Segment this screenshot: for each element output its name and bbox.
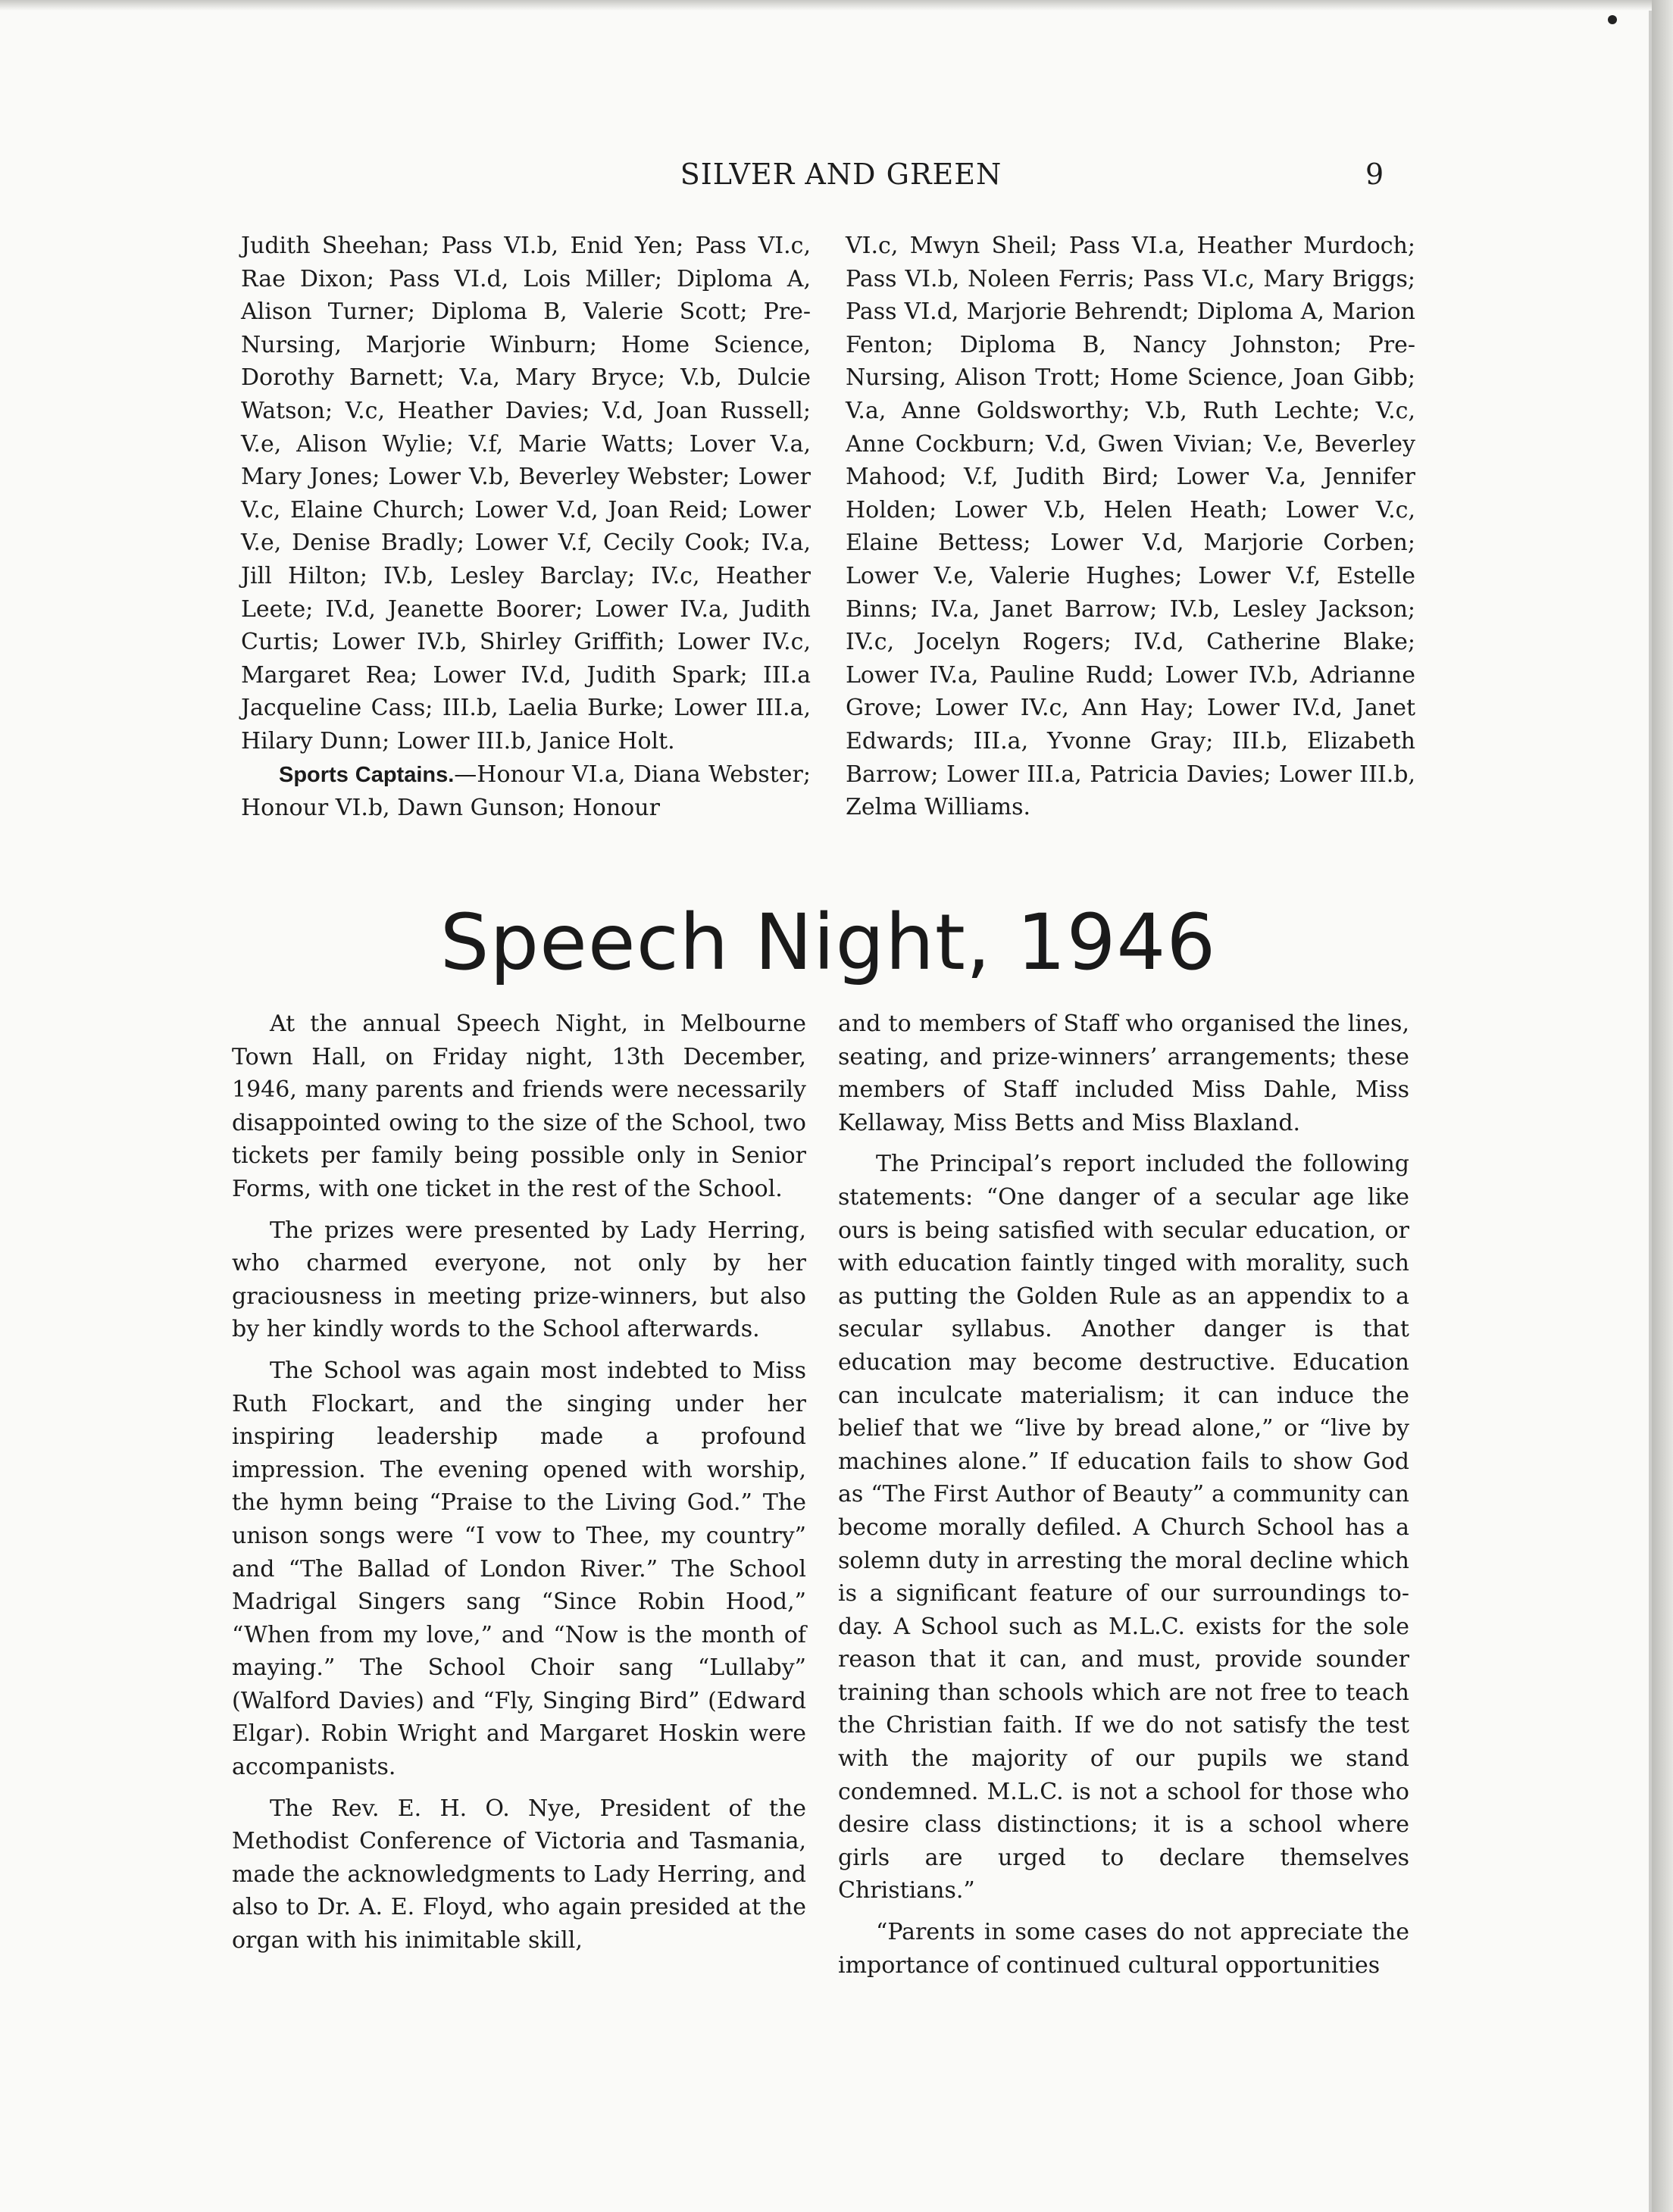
article-paragraph: The Principal’s report included the following statements: “One danger of a secular age like ours is being satisfied with secular education, or with education faintly tinged with morality, such as putting the Golden Rule as an appendix to a secular syllabus. Another danger is that education may become destructive. Education can inculcate materialism; it can induce the belief that we “live by bread alone,” or “live by machines alone.” If education fails to show God as “The First Author of Beauty” a community can become morally defiled. A Church School has a solemn duty in arresting the moral decline which is a significant feature of our surroundings to-day. A School such as M.L.C. exists for the sole reason that it can, and must, provide sounder training than schools which are not free to teach the Christian faith. If we do not satisfy the test with the majority of our pupils we stand condemned. M.L.C. is not a school for those who desire class distinctions; it is a school where girls are urged to declare themselves Christians.” bbox=[838, 1151, 1409, 1904]
article-right-column bbox=[838, 1008, 1409, 1990]
article-paragraph: and to members of Staff who organised the lines, seating, and prize-winners’ arrangements; these members of Staff included Miss Dahle, Miss Kellaway, Miss Betts and Miss Blaxland. bbox=[838, 1011, 1409, 1136]
honours-list-left-text: Judith Sheehan; Pass VI.b, Enid Yen; Pass VI.c, Rae Dixon; Pass VI.d, Lois Miller; Diploma A, Alison Turner; Diploma B, Valerie Scott; Pre-Nursing, Marjorie Winburn; Home Science, Dorothy Barnett; V.a, Mary Bryce; V.b, Dulcie Watson; V.c, Heather Davies; V.d, Joan Russell; V.e, Alison Wylie; V.f, Marie Watts; Lover V.a, Mary Jones; Lower V.b, Beverley Webster; Lower V.c, Elaine Church; Lower V.d, Joan Reid; Lower V.e, Denise Bradly; Lower V.f, Cecily Cook; IV.a, Jill Hilton; IV.b, Lesley Barclay; IV.c, Heather Leete; IV.d, Jeanette Boorer; Lower IV.a, Judith Curtis; Lower IV.b, Shirley Griffith; Lower IV.c, Margaret Rea; Lower IV.d, Judith Spark; III.a Jacqueline Cass; III.b, Laelia Burke; Lower III.a, Hilary Dunn; Lower III.b, Janice Holt. bbox=[241, 233, 811, 755]
honours-list-right-column bbox=[846, 230, 1415, 824]
article-paragraph: “Parents in some cases do not appreciate the importance of continued cultural opportunities bbox=[838, 1919, 1409, 1979]
sports-captains-text: —Honour VI.a, Diana Webster; Honour VI.b, Dawn Gunson; Honour bbox=[241, 761, 811, 822]
running-title: SILVER AND GREEN bbox=[680, 158, 1002, 191]
article-headline: Speech Night, 1946 bbox=[439, 898, 1217, 988]
page-right-edge bbox=[1652, 0, 1673, 2212]
scan-mark bbox=[1608, 15, 1617, 24]
article-paragraph: The School was again most indebted to Miss Ruth Flockart, and the singing under her inspiring leadership made a profound impression. The evening opened with worship, the hymn being “Praise to the Living God.” The unison songs were “I vow to Thee, my country” and “The Ballad of London River.” The School Madrigal Singers sang “Since Robin Hood,” “When from my love,” and “Now is the month of maying.” The School Choir sang “Lullaby” (Walford Davies) and “Fly, Singing Bird” (Edward Elgar). Robin Wright and Margaret Hoskin were accompanists. bbox=[232, 1357, 806, 1781]
page-top-edge bbox=[0, 0, 1652, 11]
page-number: 9 bbox=[1365, 158, 1384, 191]
article-paragraph: The Rev. E. H. O. Nye, President of the Methodist Conference of Victoria and Tasmania, made the acknowledgments to Lady Herring, and also to Dr. A. E. Floyd, who again presided at the organ with his inimitable skill, bbox=[232, 1795, 806, 1954]
article-left-column bbox=[232, 1008, 806, 1966]
article-paragraph: The prizes were presented by Lady Herring, who charmed everyone, not only by her graciousness in meeting prize-winners, but also by her kindly words to the School afterwards. bbox=[232, 1217, 806, 1343]
honours-list-left-column bbox=[241, 230, 811, 825]
sports-captains-paragraph bbox=[241, 758, 811, 825]
honours-list-right-text: VI.c, Mwyn Sheil; Pass VI.a, Heather Murdoch; Pass VI.b, Noleen Ferris; Pass VI.c, Mary Briggs; Pass VI.d, Marjorie Behrendt; Diploma A, Marion Fenton; Diploma B, Nancy Johnston; Pre-Nursing, Alison Trott; Home Science, Joan Gibb; V.a, Anne Goldsworthy; V.b, Ruth Lechte; V.c, Anne Cockburn; V.d, Gwen Vivian; V.e, Beverley Mahood; V.f, Judith Bird; Lower V.a, Jennifer Holden; Lower V.b, Helen Heath; Lower V.c, Elaine Bettess; Lower V.d, Marjorie Corben; Lower V.e, Valerie Hughes; Lower V.f, Estelle Binns; IV.a, Janet Barrow; IV.b, Lesley Jackson; IV.c, Jocelyn Rogers; IV.d, Catherine Blake; Lower IV.a, Pauline Rudd; Lower IV.b, Adrianne Grove; Lower IV.c, Ann Hay; Lower IV.d, Janet Edwards; III.a, Yvonne Gray; III.b, Elizabeth Barrow; Lower III.a, Patricia Davies; Lower III.b, Zelma Williams. bbox=[846, 233, 1415, 821]
article-paragraph: At the annual Speech Night, in Melbourne Town Hall, on Friday night, 13th December, 1946, many parents and friends were necessarily disappointed owing to the size of the School, two tickets per family being possible only in Senior Forms, with one ticket in the rest of the School. bbox=[232, 1011, 806, 1202]
sports-captains-heading: Sports Captains. bbox=[279, 762, 455, 787]
